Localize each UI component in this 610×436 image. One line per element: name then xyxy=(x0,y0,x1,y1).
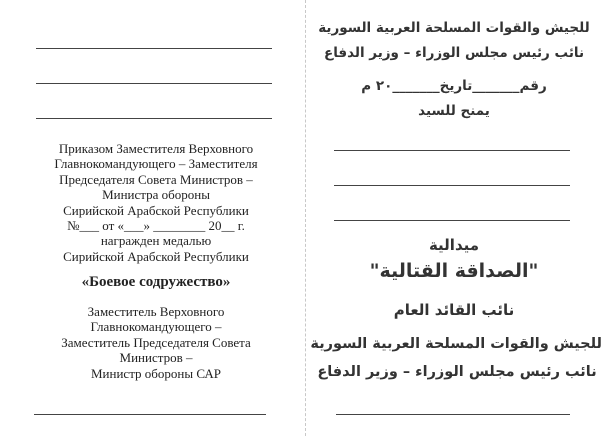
signer-line-3: Заместитель Председателя Совета xyxy=(61,334,251,350)
signer-line-ar-1: نائب القائد العام xyxy=(393,301,515,319)
blank-line-3 xyxy=(36,118,272,119)
recipient-line-2 xyxy=(334,185,570,186)
signature-line-ar xyxy=(336,414,570,415)
signer-line-ar-3: نائب رئيس مجلس الوزراء – وزير الدفاع xyxy=(317,364,597,380)
order-line-2: Главнокомандующего – Заместителя xyxy=(54,156,258,172)
order-line-4: Министра обороны xyxy=(102,187,210,203)
blank-line-1 xyxy=(36,48,272,49)
signature-line-ru xyxy=(34,414,266,415)
signer-line-1: Заместитель Верховного xyxy=(87,304,225,319)
order-line-1: Приказом Заместителя Верховного xyxy=(58,141,254,156)
order-line-5: Сирийской Арабской Республики xyxy=(63,202,249,218)
recipient-line-3 xyxy=(334,220,570,221)
signer-line-5: Министр обороны САР xyxy=(91,365,221,381)
order-line-8: Сирийской Арабской Республики xyxy=(63,248,249,264)
medal-title-ru: «Боевое содружество» xyxy=(81,274,231,290)
blank-line-2 xyxy=(36,83,272,84)
signer-line-4: Министров – xyxy=(119,350,193,366)
recipient-line-1 xyxy=(334,150,570,151)
order-line-7: награжден медалью xyxy=(100,233,212,249)
signer-line-2: Главнокомандующего – xyxy=(90,319,222,335)
header-line-2: نائب رئيس مجلس الوزراء – وزير الدفاع xyxy=(323,45,585,61)
order-text xyxy=(20,141,292,264)
number-date-line: رقم_______تاريخ_______٢٠ م xyxy=(361,78,547,94)
order-line-6: №___ от «___» ________ 20__ г. xyxy=(67,218,245,234)
medal-word-ar: ميدالية xyxy=(428,236,480,254)
header-line-1: للجيش والقوات المسلحة العربية السورية xyxy=(318,20,590,36)
fold-divider xyxy=(305,0,306,436)
awarded-to: يمنح للسيد xyxy=(418,103,490,119)
signer-text-ru xyxy=(20,304,292,381)
medal-name-ar: "الصداقة القتالية" xyxy=(369,260,539,282)
order-line-3: Председателя Совета Министров – xyxy=(59,171,253,187)
signer-line-ar-2: للجيش والقوات المسلحة العربية السورية xyxy=(310,336,602,352)
